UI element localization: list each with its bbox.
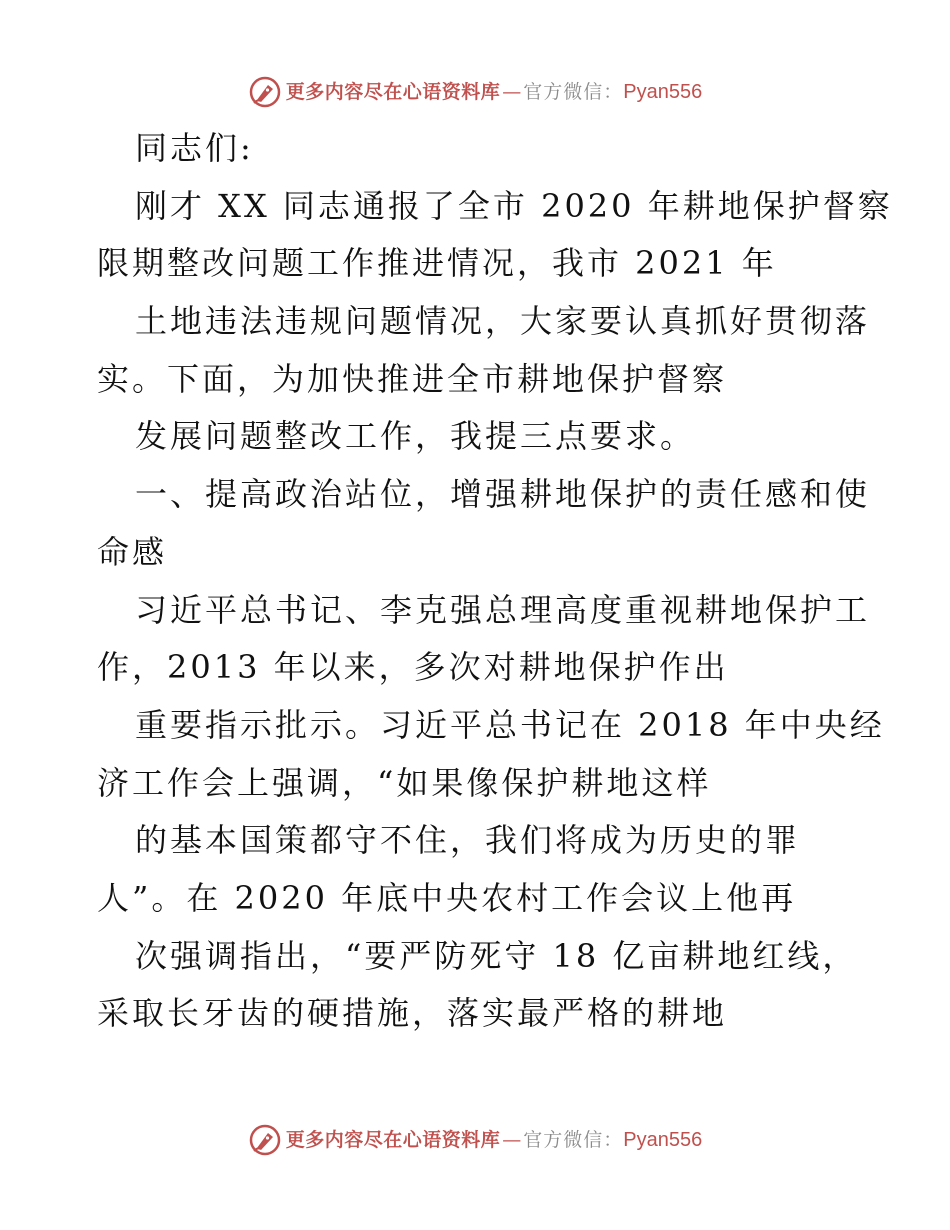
banner-text: 更多内容尽在心语资料库: [285, 1128, 501, 1151]
banner-text: 更多内容尽在心语资料库: [285, 80, 501, 103]
banner-wechat-id: Pyan556: [623, 81, 703, 103]
footer-banner: [0, 1120, 950, 1160]
text-line: 次强调指出，“要严防死守 18 亿亩耕地红线，: [135, 936, 858, 975]
banner-wechat-label: 官方微信：: [523, 1128, 624, 1151]
pen-nib-logo-icon: [248, 1123, 282, 1157]
document-body: [97, 120, 893, 1043]
text-line: 命感: [97, 532, 168, 571]
text-line: 同志们:: [135, 129, 254, 167]
text-line: 采取长牙齿的硬措施，落实最严格的耕地: [97, 994, 728, 1033]
text-line: 重要指示批示。习近平总书记在 2018 年中央经: [135, 705, 885, 744]
text-line: 习近平总书记、李克强总理高度重视耕地保护工: [135, 590, 871, 629]
text-line: 限期整改问题工作推进情况，我市 2021 年: [97, 244, 777, 283]
banner-wechat-id: Pyan556: [623, 1129, 703, 1151]
text-line: 人”。在 2020 年底中央农村工作会议上他再: [97, 878, 797, 917]
text-line: 一、提高政治站位，增强耕地保护的责任感和使: [135, 475, 871, 514]
text-line: 刚才 XX 同志通报了全市 2020 年耕地保护督察: [135, 186, 893, 225]
banner-separator: —: [502, 80, 522, 103]
banner-separator: —: [502, 1128, 522, 1151]
banner-wechat-label: 官方微信：: [523, 80, 624, 103]
text-line: 实。下面，为加快推进全市耕地保护督察: [97, 359, 728, 398]
text-line: 土地违法违规问题情况，大家要认真抓好贯彻落: [135, 302, 871, 341]
text-line: 作，2013 年以来，多次对耕地保护作出: [97, 648, 729, 687]
text-line: 发展问题整改工作，我提三点要求。: [135, 417, 696, 456]
pen-nib-logo-icon: [248, 75, 282, 109]
text-line: 的基本国策都守不住，我们将成为历史的罪: [135, 821, 801, 860]
text-line: 济工作会上强调，“如果像保护耕地这样: [97, 763, 712, 802]
header-banner: [0, 72, 950, 112]
